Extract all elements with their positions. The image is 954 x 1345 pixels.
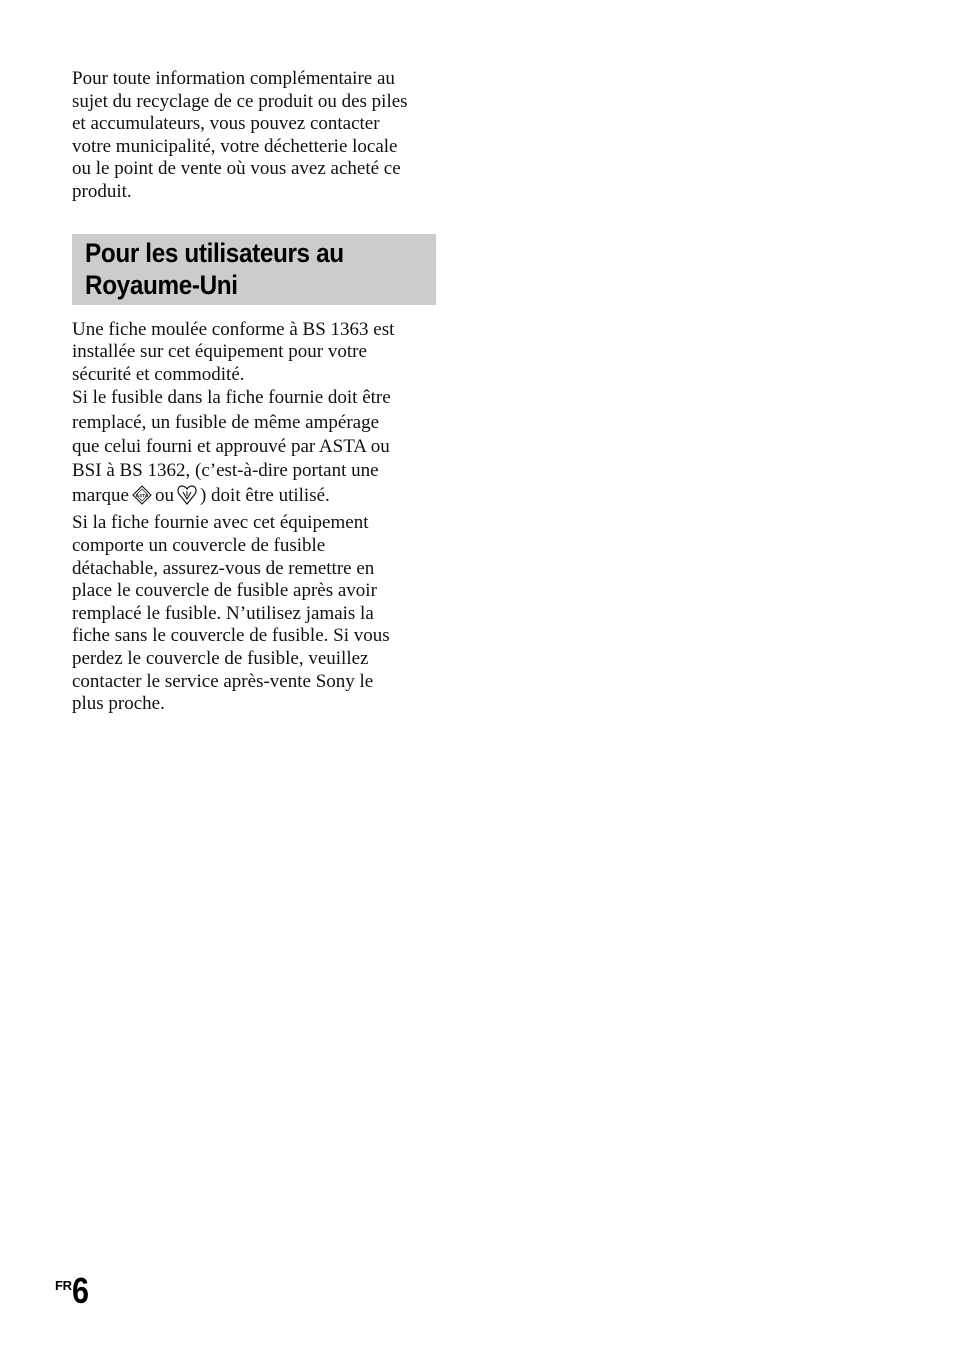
plug-line: installée sur cet équipement pour votre bbox=[72, 341, 367, 363]
plug-line: Une fiche moulée conforme à BS 1363 est bbox=[72, 318, 395, 340]
section-heading bbox=[85, 237, 401, 301]
section-heading-line: Pour les utilisateurs au bbox=[85, 237, 344, 268]
main-column bbox=[72, 68, 438, 716]
fuse-line: que celui fourni et approuvé par ASTA ou bbox=[72, 435, 390, 457]
fuse-cover-line: Si la fiche fournie avec cet équipement bbox=[72, 512, 369, 534]
fuse-line-mark-middle: ou bbox=[154, 485, 174, 507]
fuse-line: remplacé, un fusible de même ampérage bbox=[72, 411, 380, 433]
fuse-line-mark-before: marque bbox=[72, 485, 129, 507]
fuse-cover-line: place le couvercle de fusible après avoir bbox=[72, 580, 377, 602]
fuse-cover-line: détachable, assurez-vous de remettre en bbox=[72, 557, 375, 579]
intro-line: et accumulateurs, vous pouvez contacter bbox=[72, 113, 380, 135]
plug-paragraph bbox=[72, 319, 438, 387]
asta-diamond-icon bbox=[132, 485, 152, 512]
fuse-cover-line: perdez le couvercle de fusible, veuillez bbox=[72, 647, 369, 669]
fuse-cover-line: comporte un couvercle de fusible bbox=[72, 534, 326, 556]
svg-text:ASTA: ASTA bbox=[135, 492, 149, 498]
language-code: FR bbox=[55, 1278, 72, 1293]
intro-line: sujet du recyclage de ce produit ou des piles bbox=[72, 90, 408, 112]
fuse-paragraph bbox=[72, 386, 438, 512]
intro-line: ou le point de vente où vous avez acheté ce bbox=[72, 158, 401, 180]
fuse-cover-line: remplacé le fusible. N’utilisez jamais la bbox=[72, 602, 374, 624]
page-number: 6 bbox=[72, 1270, 90, 1311]
fuse-cover-line: contacter le service après-vente Sony le bbox=[72, 670, 374, 692]
intro-line: produit. bbox=[72, 180, 132, 202]
fuse-line-mark-after: ) doit être utilisé. bbox=[199, 485, 330, 507]
fuse-cover-line: fiche sans le couvercle de fusible. Si vous bbox=[72, 625, 390, 647]
fuse-line: Si le fusible dans la fiche fournie doit être bbox=[72, 387, 391, 409]
intro-line: Pour toute information complémentaire au bbox=[72, 68, 395, 89]
plug-line: sécurité et commodité. bbox=[72, 363, 245, 385]
section-heading-line: Royaume-Uni bbox=[85, 269, 238, 300]
section-body bbox=[72, 319, 438, 716]
section-heading-box bbox=[72, 234, 436, 305]
fuse-cover-line: plus proche. bbox=[72, 693, 165, 715]
bsi-kitemark-icon bbox=[177, 483, 197, 512]
fuse-line: BSI à BS 1362, (c’est-à-dire portant une bbox=[72, 459, 379, 481]
intro-paragraph bbox=[72, 68, 438, 204]
intro-line: votre municipalité, votre déchetterie locale bbox=[72, 135, 398, 157]
fuse-cover-paragraph bbox=[72, 512, 438, 715]
